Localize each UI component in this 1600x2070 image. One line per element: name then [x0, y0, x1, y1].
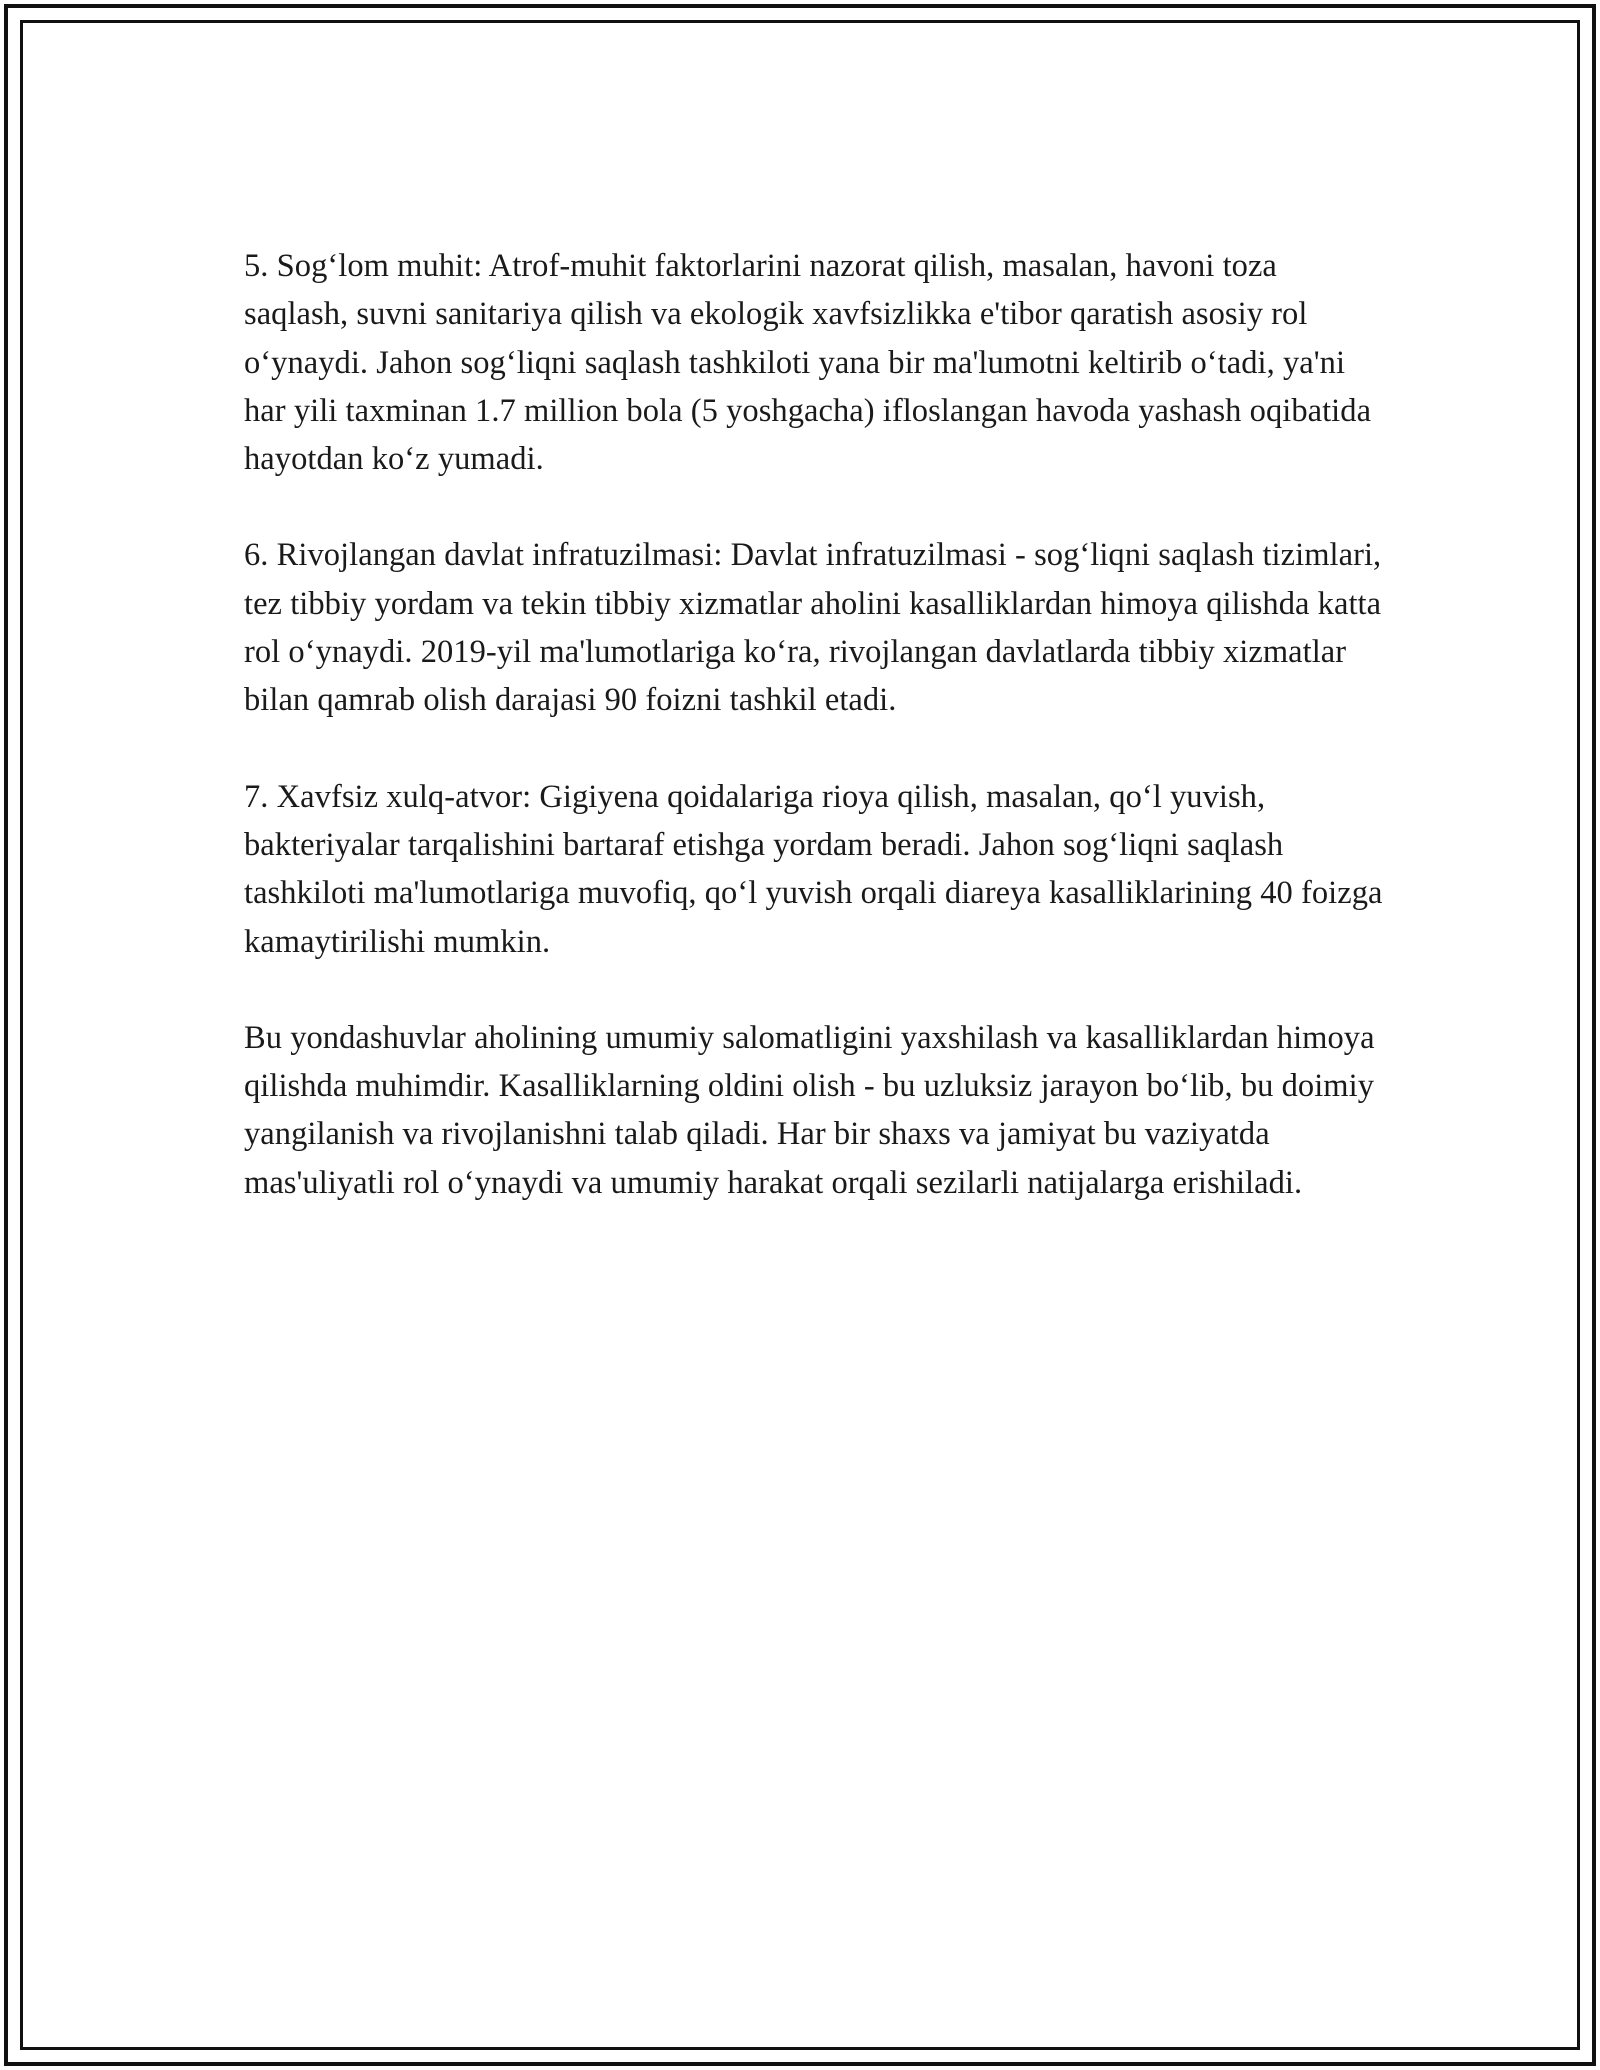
page-frame	[4, 4, 1596, 2066]
paragraph-state-infrastructure: 6. Rivojlangan davlat infratuzilmasi: Davlat infratuzilmasi - sog‘liqni saqlash tizimlari, tez tibbiy yordam va tekin tibbiy xizmatlar aholini kasalliklardan himoya qilishda katta rol o‘ynaydi. 2019-yil ma'lumotlariga ko‘ra, rivojlangan davlatlarda tibbiy xizmatlar bilan qamrab olish darajasi 90 foizni tashkil etadi.	[244, 537, 1382, 719]
paragraph-safe-behavior: 7. Xavfsiz xulq-atvor: Gigiyena qoidalariga rioya qilish, masalan, qo‘l yuvish, bakteriyalar tarqalishini bartaraf etishga yordam beradi. Jahon sog‘liqni saqlash tashkiloti ma'lumotlariga muvofiq, qo‘l yuvish orqali diareya kasalliklarining 40 foizga kamaytirilishi mumkin.	[244, 778, 1383, 960]
document-body	[244, 242, 1384, 1207]
paragraph-conclusion: Bu yondashuvlar aholining umumiy salomatligini yaxshilash va kasalliklardan himoya qilishda muhimdir. Kasalliklarning oldini olish - bu uzluksiz jarayon bo‘lib, bu doimiy yangilanish va rivojlanishni talab qiladi. Har bir shaxs va jamiyat bu vaziyatda mas'uliyatli rol o‘ynaydi va umumiy harakat orqali sezilarli natijalarga erishiladi.	[244, 1019, 1375, 1201]
paragraph-healthy-environment: 5. Sog‘lom muhit: Atrof-muhit faktorlarini nazorat qilish, masalan, havoni toza saqlash, suvni sanitariya qilish va ekologik xavfsizlikka e'tibor qaratish asosiy rol o‘ynaydi. Jahon sog‘liqni saqlash tashkiloti yana bir ma'lumotni keltirib o‘tadi, ya'ni har yili taxminan 1.7 million bola (5 yoshgacha) ifloslangan havoda yashash oqibatida hayotdan ko‘z yumadi.	[244, 248, 1372, 478]
